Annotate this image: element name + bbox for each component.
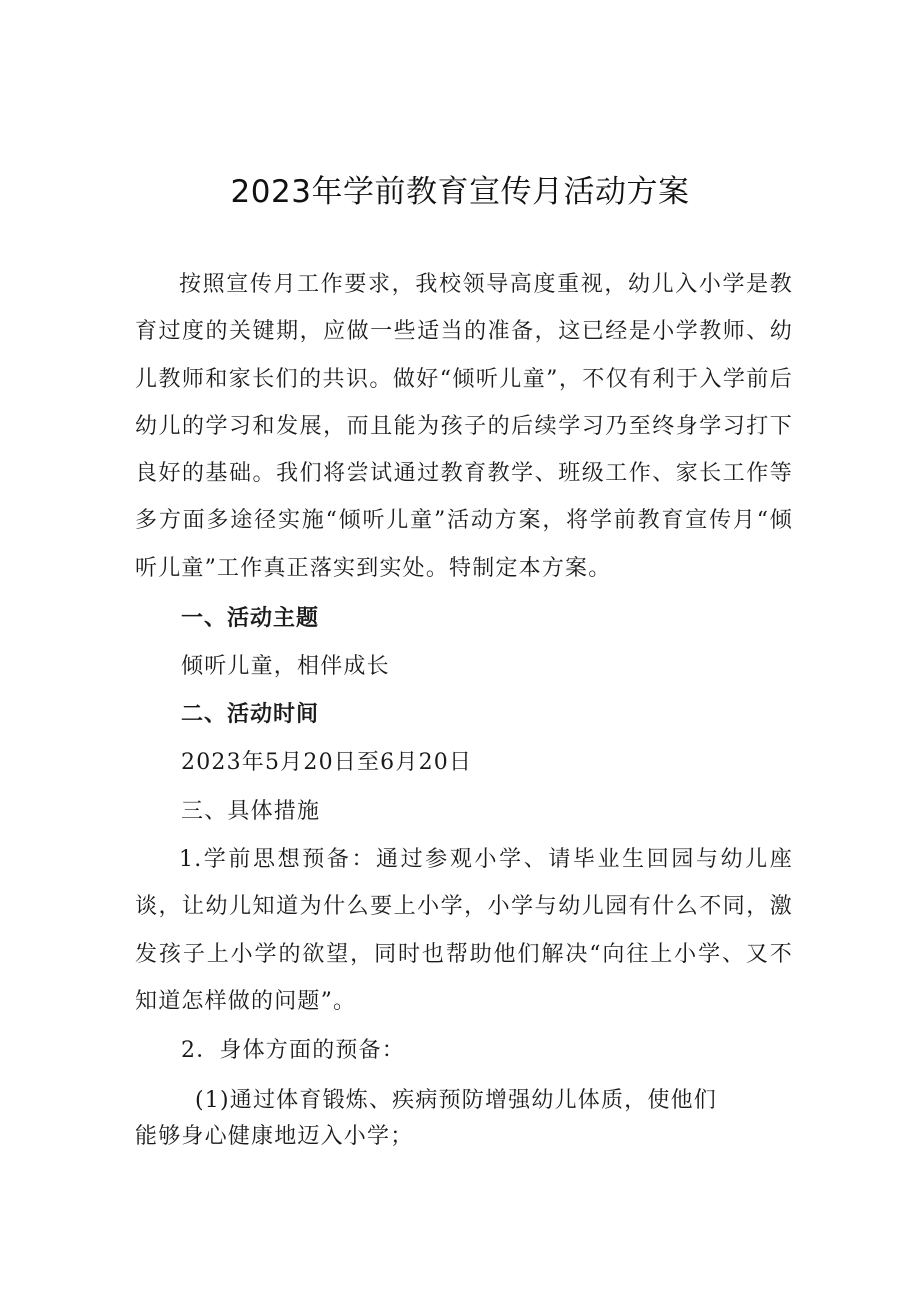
measure-item-2: 2．身体方面的预备： xyxy=(181,1038,405,1063)
sub-item-1-line-2: 能够身心健康地迈入小学； xyxy=(135,1124,414,1149)
theme-text: 倾听儿童，相伴成长 xyxy=(181,654,390,679)
section-heading-time: 二、活动时间 xyxy=(181,702,320,727)
sub-item-1-line-1: (1)通过体育锻炼、疾病预防增强幼儿体质，使他们 xyxy=(195,1088,717,1113)
section-heading-theme: 一、活动主题 xyxy=(181,606,320,631)
document-title: 2023年学前教育宣传月活动方案 xyxy=(230,174,690,210)
date-range-text: 2023年5月20日至6月20日 xyxy=(181,750,473,775)
section-heading-measures: 三、具体措施 xyxy=(181,799,321,824)
intro-paragraph: 按照宣传月工作要求，我校领导高度重视，幼儿入小学是教育过度的关键期，应做一些适当的准备，这已经是小学教师、幼儿教师和家长们的共识。做好“倾听儿童”，不仅有利于入学前后幼儿的学习和发展，而且能为孩子的后续学习乃至终身学习打下良好的基础。我们将尝试通过教育教学、班级工作、家长工作等多方面多途径实施“倾听儿童”活动方案，将学前教育宣传月“倾听儿童”工作真正落实到实处。特制定本方案。 xyxy=(135,272,793,581)
measure-item-1: 1.学前思想预备：通过参观小学、请毕业生回园与幼儿座谈，让幼儿知道为什么要上小学，小学与幼儿园有什么不同，激发孩子上小学的欲望，同时也帮助他们解决“向往上小学、又不知道怎样做的问题”。 xyxy=(135,847,793,1014)
